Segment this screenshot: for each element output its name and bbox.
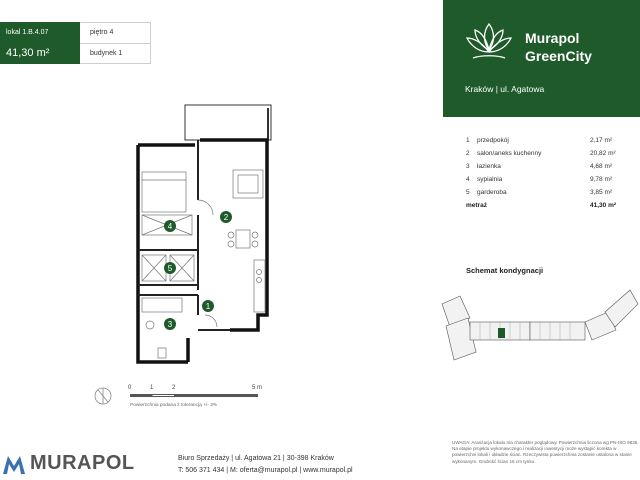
room-list: [466, 137, 626, 214]
sales-office: Biuro Sprzedaży | ul. Agatowa 21 | 30-398 Kraków: [178, 455, 334, 462]
scale-label: 1: [150, 385, 154, 391]
room-number: 2: [466, 150, 470, 157]
room-label: łazienka: [477, 163, 501, 170]
scale-label: 0: [128, 385, 132, 391]
room-area: 3,85 m²: [590, 189, 613, 196]
room-label: sypialnia: [477, 176, 503, 183]
murapol-logo-icon: [2, 452, 26, 476]
tolerance-note: Powierzchnia podana z tolerancją +/- 3%: [130, 403, 218, 408]
room-label: garderoba: [477, 189, 507, 196]
room-label: przedpokój: [477, 137, 509, 144]
room-row: [466, 189, 626, 202]
room-label: salon/aneks kuchenny: [477, 150, 542, 157]
plan-marker: 2: [223, 213, 229, 222]
brand-location: Kraków | ul. Agatowa: [465, 84, 545, 94]
scale-label: 5 m: [252, 385, 263, 391]
room-area: 20,82 m²: [590, 150, 616, 157]
room-area: 2,17 m²: [590, 137, 613, 144]
schemat-title: Schemat kondygnacji: [466, 266, 544, 275]
unit-badge: [0, 22, 80, 64]
room-number: 1: [466, 137, 470, 144]
plan-marker: 1: [205, 302, 211, 311]
room-row: [466, 150, 626, 163]
compass-icon: [92, 385, 114, 407]
plan-marker: 5: [167, 264, 173, 273]
total-area: 41,30 m²: [590, 202, 617, 209]
contact-info: T: 506 371 434 | M: oferta@murapol.pl | www.murapol.pl: [178, 467, 353, 474]
disclaimer: UWAGA: Aranżacja lokalu ma charakter poglądowy. Powierzchnia liczona wg PN-ISO 9836. Na etapie projektu wykonawczego i realizacji inwestycji może wystąpić korekta w powierzchni lokali i układzie ścian. Rzeczywista powierzchnia zostanie ustalona w stanie wykonanym. Grubość ścian 15 cm tynku.: [452, 440, 639, 464]
room-row: [466, 137, 626, 150]
room-row: [466, 176, 626, 189]
unit-area: 41,30 m²: [6, 47, 50, 59]
building-schema: [440, 282, 640, 374]
scale-bar: [128, 385, 268, 399]
room-area: 4,68 m²: [590, 163, 613, 170]
room-number: 4: [466, 176, 470, 183]
room-area: 9,78 m²: [590, 176, 613, 183]
lotus-logo-icon: [463, 18, 515, 66]
unit-highlight: [498, 328, 505, 338]
plan-marker: 4: [167, 222, 173, 231]
unit-details: [80, 22, 151, 64]
total-row: [466, 202, 626, 214]
room-row: [466, 163, 626, 176]
scale-label: 2: [172, 385, 176, 391]
floor-plan: [130, 100, 290, 365]
brand-panel: [443, 0, 640, 117]
plan-marker: 3: [167, 320, 173, 329]
unit-building: budynek 1: [90, 50, 123, 57]
company-logo-text: MURAPOL: [30, 452, 135, 474]
unit-floor: piętro 4: [90, 29, 114, 36]
room-number: 3: [466, 163, 470, 170]
unit-code: lokal 1.B.4.07: [6, 29, 49, 36]
room-number: 5: [466, 189, 470, 196]
total-label: metraż: [466, 202, 487, 209]
brand-name-line1: Murapol: [525, 30, 580, 46]
brand-name-line2: GreenCity: [525, 48, 592, 64]
